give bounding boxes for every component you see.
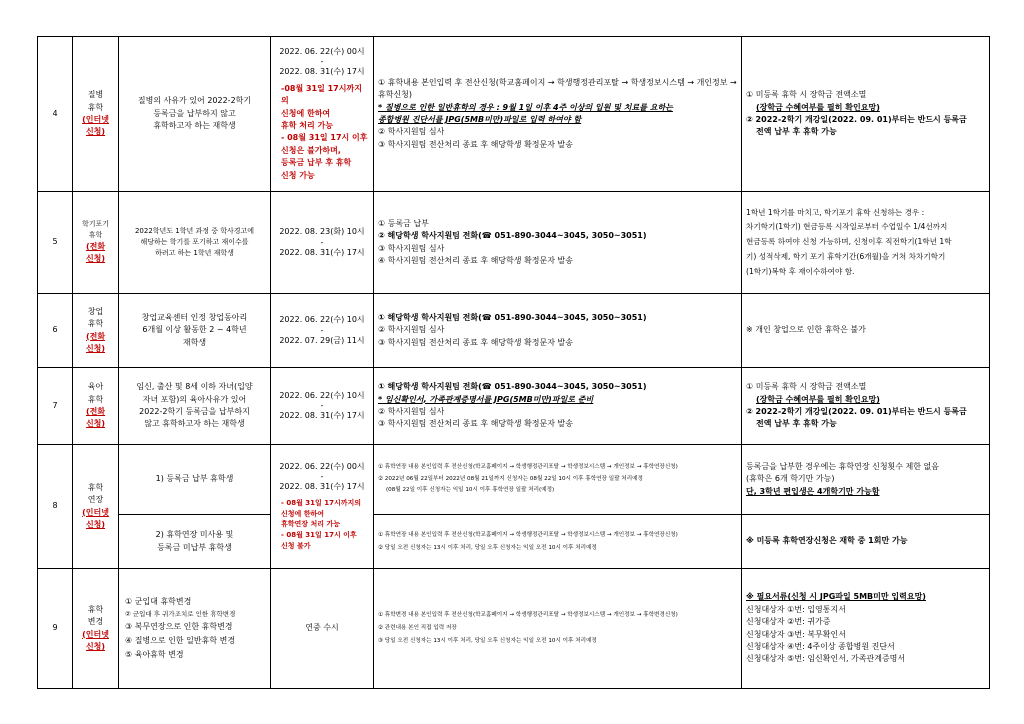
procedure-step: ① 휴학연장 내용 본인입력 후 전산신청(학교홈페이지 → 학생행정관리포탈 → 학생정보시스템 → 개인정보 → 휴학연장신청) <box>378 463 678 470</box>
target-line: ① 군입대 휴학변경 <box>125 596 192 606</box>
application-period <box>271 294 374 368</box>
period-start: 2022. 06. 22(수) 00시 <box>279 47 365 57</box>
period-note: - 08월 31일 17시까지의 <box>281 498 362 507</box>
target-line: 임신, 출산 및 8세 이하 자녀(입양 <box>136 382 253 392</box>
row-number: 8 <box>38 445 73 569</box>
remarks <box>742 445 990 515</box>
remark-line: 신청대상자 ①번: 입영통지서 <box>746 604 846 614</box>
target-line: 자녀 포함)의 육아사유가 있어 <box>142 394 247 404</box>
period-text: 연중 수시 <box>305 623 339 633</box>
period-start: 2022. 08. 23(화) 10시 <box>279 227 365 237</box>
target-line: 1) 등록금 납부 휴학생 <box>155 474 234 484</box>
leave-type-line: 휴학 <box>88 231 103 240</box>
row-number: 9 <box>38 569 73 689</box>
target-line: ⑤ 육아휴학 변경 <box>125 650 184 660</box>
period-start: 2022. 06. 22(수) 10시 <box>279 315 365 325</box>
procedure <box>374 515 742 569</box>
period-note: 신청에 한하여 <box>281 108 331 118</box>
procedure-step: ① 등록금 납부 <box>378 218 429 228</box>
remark-line: 차기학기(1학기) 현금등록 시작일로부터 수업일수 1/4선까지 <box>746 222 948 232</box>
application-period <box>271 569 374 689</box>
target-line: ③ 복무연장으로 인한 휴학변경 <box>125 622 233 632</box>
period-end: 2022. 08. 31(수) 17시 <box>279 67 365 77</box>
procedure-step: 휴학신청) <box>378 90 413 100</box>
target-line: 해당하는 학기를 포기하고 재이수를 <box>140 238 249 247</box>
period-end: 2022. 08. 31(수) 17시 <box>279 247 365 257</box>
eligible-target <box>119 515 271 569</box>
leave-type <box>73 368 119 445</box>
target-line: 재학생 <box>182 337 207 347</box>
eligible-target <box>119 294 271 368</box>
leave-type-line: 연장 <box>87 495 104 505</box>
table-row <box>38 569 990 689</box>
target-line: 창업교육센터 인정 창업동아리 <box>141 312 248 322</box>
application-period <box>271 37 374 192</box>
procedure-step: ③ 학사지원팀 전산처리 종료 후 해당학생 확정문자 발송 <box>378 419 573 429</box>
period-end: 2022. 08. 31(수) 17시 <box>279 482 365 492</box>
eligible-target <box>119 192 271 294</box>
apply-method: (인터넷 <box>82 629 109 639</box>
apply-method: (인터넷 <box>82 507 109 517</box>
remark-line: 기) 성적삭제, 학기 포기 휴학기간(6개월)을 거쳐 차차기학기 <box>746 251 946 261</box>
period-note: - 08월 31일 17시 이후 <box>281 133 368 143</box>
remarks <box>742 515 990 569</box>
period-dash: - <box>320 401 324 410</box>
period-dash: - <box>320 237 324 247</box>
procedure <box>374 192 742 294</box>
period-note: -08월 31일 17시까지의 <box>281 83 362 106</box>
procedure <box>374 294 742 368</box>
remarks <box>742 368 990 445</box>
eligible-target <box>119 37 271 192</box>
period-note: 신청에 한하여 <box>281 509 325 518</box>
procedure-step: ① 해당학생 학사지원팀 전화(☎ 051-890-3044~3045, 3050~3051) <box>378 312 647 322</box>
apply-method: (전화 <box>85 407 106 416</box>
procedure-step: ③ 학사지원팀 전산처리 종료 후 해당학생 확정문자 발송 <box>378 139 573 149</box>
table-row <box>38 368 990 445</box>
apply-method: (전화 <box>85 331 106 341</box>
procedure-step: ① 휴학연장 내용 본인입력 후 전산신청(학교홈페이지 → 학생행정관리포탈 → 학생정보시스템 → 개인정보 → 휴학연장신청) <box>378 532 678 539</box>
period-start: 2022. 06. 22(수) 00시 <box>279 462 365 471</box>
target-line: 하려고 하는 1학년 재학생 <box>155 248 234 257</box>
remark-line: (1학기)복학 후 재이수하여야 함. <box>746 266 855 276</box>
leave-type <box>73 569 119 689</box>
application-period <box>271 368 374 445</box>
target-line: 등록금을 납부하지 않고 <box>153 108 236 118</box>
remark-line: 등록금을 납부한 경우에는 휴학연장 신청횟수 제한 없음 <box>746 461 939 471</box>
target-line: 2022학년도 1학년 과정 중 학사경고에 <box>134 227 255 236</box>
procedure-step: ② 학사지원팀 심사 <box>378 325 445 335</box>
target-line: 6개월 이상 활동한 2 ~ 4학년 <box>142 325 247 335</box>
target-line: ② 군입대 후 귀가조치로 인한 휴학변경 <box>125 609 236 618</box>
period-note: - 08월 31일 17시 이후 <box>281 531 357 540</box>
procedure-step: ③ 학사지원팀 전산처리 종료 후 해당학생 확정문자 발송 <box>378 337 573 347</box>
procedure-step: ① 휴학변경 내용 본인입력 후 전산신청(학교홈페이지 → 학생행정관리포탈 → 학생정보시스템 → 개인정보 → 휴학변경신청) <box>378 612 678 619</box>
remarks <box>742 569 990 689</box>
period-note: 신청 가능 <box>281 170 315 180</box>
period-dash: - <box>320 57 324 67</box>
remark-line: 신청대상자 ⑤번: 임신확인서, 가족관계증명서 <box>746 654 906 664</box>
leave-type-line: 휴학 <box>87 102 104 112</box>
procedure-step: ② 당일 오전 신청자는 13시 이후 처리, 당일 오후 신청자는 익일 오전 10시 이후 처리예정 <box>378 544 597 551</box>
remark-line: 전액 납부 후 휴학 가능 <box>756 419 837 429</box>
procedure-step: ③ 학사지원팀 심사 <box>378 243 445 253</box>
table-row <box>38 294 990 368</box>
leave-type <box>73 192 119 294</box>
row-number: 4 <box>38 37 73 192</box>
period-note: 등록금 납부 후 휴학 <box>281 158 352 168</box>
apply-method: 신청) <box>85 641 106 651</box>
remark-line: ② 2022-2학기 개강일(2022. 09. 01)부터는 반드시 등록금 <box>746 115 967 124</box>
remarks <box>742 192 990 294</box>
target-line: 휴학하고자 하는 재학생 <box>153 121 236 131</box>
procedure-step: ① 휴학내용 본인입력 후 전산신청(학교홈페이지 → 학생행정관리포탈 → 학생정보시스템 → 개인정보 → <box>378 77 737 87</box>
leave-type-line: 변경 <box>87 617 104 627</box>
remark-line: 신청대상자 ②번: 귀가증 <box>746 617 831 627</box>
target-line: 등록금 미납부 휴학생 <box>157 542 232 552</box>
application-period <box>271 192 374 294</box>
leave-type-line: 휴학 <box>87 482 104 492</box>
leave-type-line: 휴학 <box>87 604 104 614</box>
remark-line: 현금등록 하여야 신청 가능하며, 신청이후 직전학기(1학년 1학 <box>746 237 952 247</box>
remark-line: 1학년 1학기를 마치고, 학기포기 휴학 신청하는 경우 : <box>746 207 925 217</box>
procedure-step: ② 2022년 06월 22일부터 2022년 08월 21일까지 신청자는 08월 22일 10시 이후 휴학연장 일괄 처리예정 <box>378 475 643 482</box>
leave-type <box>73 445 119 569</box>
procedure <box>374 368 742 445</box>
procedure-step: ① 해당학생 학사지원팀 전화(☎ 051-890-3044~3045, 3050~3051) <box>378 382 647 392</box>
apply-method: 신청) <box>85 519 106 529</box>
remarks <box>742 294 990 368</box>
eligible-target <box>119 368 271 445</box>
period-note: 휴학연장 처리 가능 <box>281 520 340 529</box>
apply-method: 신청) <box>85 419 106 429</box>
row-number: 6 <box>38 294 73 368</box>
procedure-note: * 질병으로 인한 일반휴학의 경우 : 9월 1일 이후 4주 이상의 입원 및 치료를 요하는 <box>378 102 673 112</box>
leave-of-absence-table <box>37 36 990 689</box>
remark-line: (휴학은 6개 학기만 가능) <box>746 474 835 484</box>
leave-type-line: 육아 <box>87 382 104 392</box>
remark-line: 전액 납부 후 휴학 가능 <box>756 127 837 137</box>
procedure-step: ② 해당학생 학사지원팀 전화(☎ 051-890-3044~3045, 3050~3051) <box>378 231 647 241</box>
procedure-step: ② 학사지원팀 심사 <box>378 407 445 416</box>
remark-line: 신청대상자 ③번: 복무확인서 <box>746 629 846 639</box>
row-number: 5 <box>38 192 73 294</box>
period-end: 2022. 07. 29(금) 11시 <box>279 335 365 345</box>
application-period <box>271 445 374 569</box>
remark-line: 단, 3학년 편입생은 4개학기만 가능함 <box>746 486 880 496</box>
procedure <box>374 569 742 689</box>
target-line: 2) 휴학연장 미사용 및 <box>155 530 234 540</box>
remark-line: ※ 필요서류(신청 시 JPG파일 5MB미만 입력요망) <box>746 592 926 602</box>
remark-line: ※ 미등록 휴학연장신청은 재학 중 1회만 가능 <box>746 536 908 546</box>
remark-line: ※ 개인 창업으로 인한 휴학은 불가 <box>746 325 866 335</box>
apply-method: (인터넷 <box>82 115 109 124</box>
table-row <box>38 515 990 569</box>
remark-line: ② 2022-2학기 개강일(2022. 09. 01)부터는 반드시 등록금 <box>746 407 967 416</box>
period-note: 휴학 처리 가능 <box>281 121 333 130</box>
procedure-step: ② 학사지원팀 심사 <box>378 127 445 137</box>
remark-line: ① 미등록 휴학 시 장학금 전액소멸 <box>746 90 867 100</box>
procedure-step: ② 관련내용 본인 직접 입력 저장 <box>378 625 457 632</box>
apply-method: 신청) <box>85 254 106 264</box>
apply-method: 신청) <box>85 127 106 137</box>
remark-line: (장학금 수혜여부를 필히 확인요망) <box>756 394 880 404</box>
remark-line: ① 미등록 휴학 시 장학금 전액소멸 <box>746 382 867 392</box>
eligible-target <box>119 569 271 689</box>
leave-type-line: 질병 <box>87 90 104 100</box>
leave-type-line: 휴학 <box>87 394 104 404</box>
leave-type <box>73 37 119 192</box>
procedure <box>374 445 742 515</box>
period-note: 신청 불가 <box>281 542 311 551</box>
leave-type-line: 학기포기 <box>81 220 110 229</box>
procedure <box>374 37 742 192</box>
period-dash: - <box>320 325 324 335</box>
procedure-note: 종합병원 진단서를 JPG(5MB미만)파일로 입력 하여야 함 <box>378 115 582 124</box>
period-end: 2022. 08. 31(수) 17시 <box>279 411 365 420</box>
apply-method: (전화 <box>85 241 106 251</box>
procedure-step: ④ 학사지원팀 전산처리 종료 후 해당학생 확정문자 발송 <box>378 255 573 265</box>
table-row <box>38 445 990 515</box>
target-line: 질병의 사유가 있어 2022-2학기 <box>137 96 252 106</box>
leave-type-line: 휴학 <box>87 319 104 329</box>
period-start: 2022. 06. 22(수) 10시 <box>279 390 365 400</box>
remark-line: 신청대상자 ④번: 4주이상 종합병원 진단서 <box>746 641 895 651</box>
leave-type <box>73 294 119 368</box>
apply-method: 신청) <box>85 343 106 353</box>
table-row <box>38 37 990 192</box>
target-line: ④ 질병으로 인한 일반휴학 변경 <box>125 636 236 646</box>
remark-line: (장학금 수혜여부를 필히 확인요망) <box>756 102 880 112</box>
procedure-step: (08월 22일 이후 신청자는 익일 10시 이후 휴학연장 일괄 처리(예정) <box>386 487 555 494</box>
period-dash: - <box>320 472 324 482</box>
procedure-step: ③ 당일 오전 신청자는 13시 이후 처리, 당일 오후 신청자는 익일 오전 10시 이후 처리예정 <box>378 637 597 644</box>
period-note: 신청은 불가하며, <box>281 145 341 155</box>
leave-type-line: 창업 <box>87 306 104 316</box>
row-number: 7 <box>38 368 73 445</box>
procedure-note: * 임신확인서, 가족관계증명서를 JPG(5MB미만)파일로 준비 <box>378 394 594 404</box>
target-line: 2022-2학기 등록금을 납부하지 <box>139 407 250 416</box>
target-line: 않고 휴학하고자 하는 재학생 <box>144 419 245 429</box>
table-row <box>38 192 990 294</box>
remarks <box>742 37 990 192</box>
eligible-target <box>119 445 271 515</box>
